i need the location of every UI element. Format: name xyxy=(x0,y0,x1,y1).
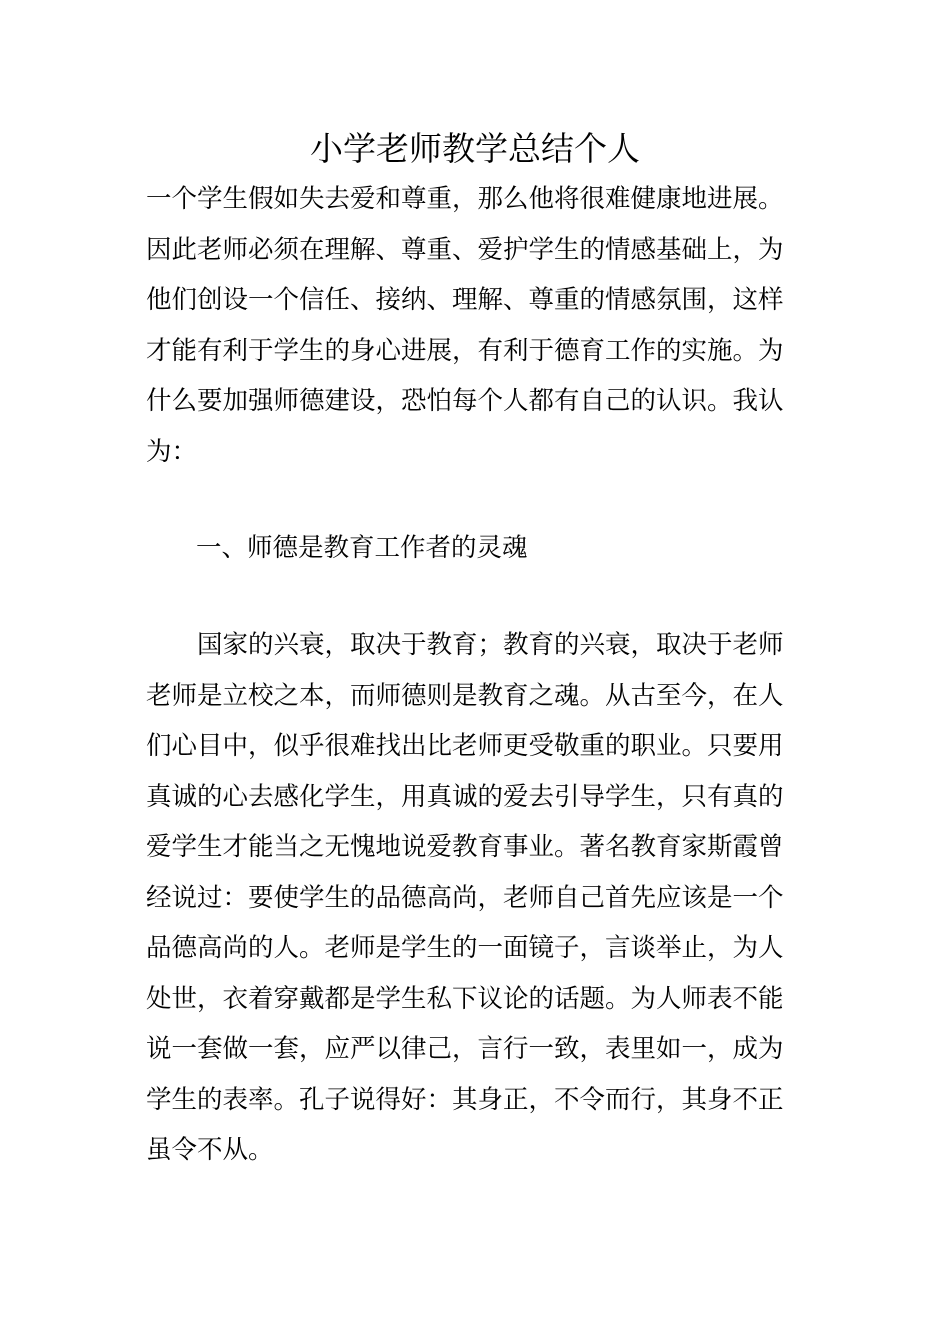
document-title: 小学老师教学总结个人 xyxy=(310,129,640,168)
section-heading xyxy=(196,523,860,574)
section-heading-text: 一、师德是教育工作者的灵魂 xyxy=(196,533,528,563)
body-line: 学生的表率。孔子说得好：其身正，不令而行，其身不正 xyxy=(146,1084,784,1115)
body-line: 国家的兴衰，取决于教育；教育的兴衰，取决于老师 xyxy=(197,630,784,660)
intro-line: 他们创设一个信任、接纳、理解、尊重的情感氛围，这样 xyxy=(146,285,784,315)
body-line: 虽令不从。 xyxy=(146,1135,274,1165)
body-line: 老师是立校之本，而师德则是教育之魂。从古至今，在人 xyxy=(146,680,784,711)
body-line: 爱学生才能当之无愧地说爱教育事业。著名教育家斯霞曾 xyxy=(146,832,784,862)
body-line: 经说过：要使学生的品德高尚，老师自己首先应该是一个 xyxy=(146,882,784,913)
intro-line: 什么要加强师德建设，恐怕每个人都有自己的认识。我认 xyxy=(146,386,784,416)
intro-line: 一个学生假如失去爱和尊重，那么他将很难健康地进展。 xyxy=(146,184,784,214)
body-line: 说一套做一套，应严以律己，言行一致，表里如一，成为 xyxy=(146,1034,784,1064)
intro-line: 因此老师必须在理解、尊重、爱护学生的情感基础上，为 xyxy=(146,234,784,265)
intro-line: 才能有利于学生的身心进展，有利于德育工作的实施。为 xyxy=(146,335,784,366)
intro-line: 为： xyxy=(146,436,198,467)
body-line: 处世，衣着穿戴都是学生私下议论的话题。为人师表不能 xyxy=(146,983,784,1014)
body-line: 品德高尚的人。老师是学生的一面镜子，言谈举止，为人 xyxy=(146,933,784,963)
body-line: 们心目中，似乎很难找出比老师更受敬重的职业。只要用 xyxy=(146,731,784,761)
body-paragraph xyxy=(146,620,810,1176)
body-line: 真诚的心去感化学生，用真诚的爱去引导学生，只有真的 xyxy=(146,781,784,812)
intro-paragraph xyxy=(146,174,810,477)
